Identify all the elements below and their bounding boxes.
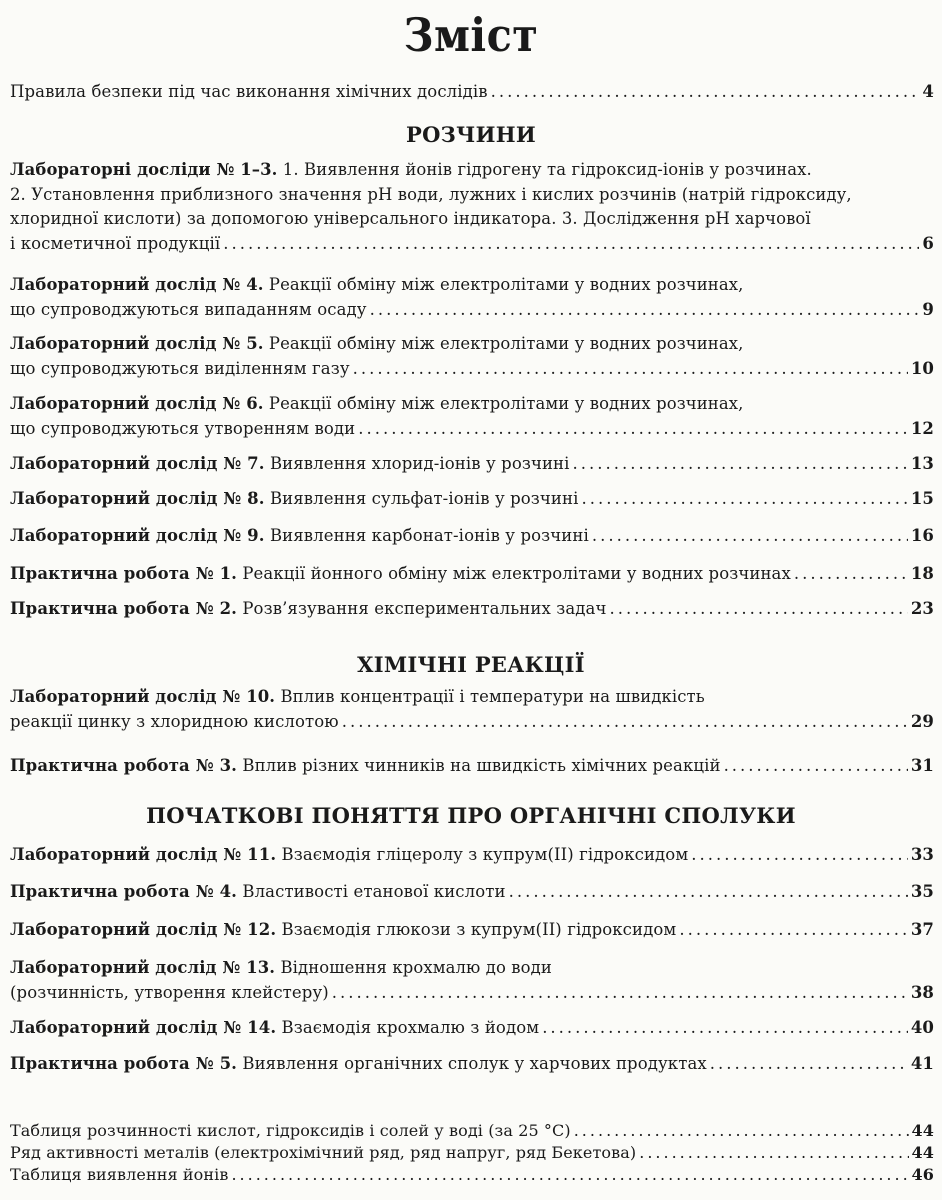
toc-entry-line: [10, 357, 934, 382]
dot-leader: [353, 357, 908, 382]
toc-entry-line-text: Лабораторний дослід № 10. Вплив концентрації і температури на швидкість: [10, 687, 705, 706]
toc-page-number: 12: [910, 418, 934, 438]
toc-entry-text: [10, 685, 934, 734]
toc-entry-line-text: Практична робота № 2. Розв’язування експериментальних задач: [10, 599, 607, 618]
dot-leader: [592, 524, 908, 549]
toc-page-number: 6: [922, 233, 934, 253]
dot-leader: [639, 1142, 908, 1163]
toc-entry[interactable]: [10, 1016, 934, 1041]
toc-entry-label: Практична робота № 2.: [10, 599, 237, 618]
toc-entry-safety[interactable]: [10, 80, 934, 105]
toc-entry[interactable]: [10, 524, 934, 549]
appendix-entry[interactable]: [10, 1164, 934, 1185]
toc-entry-line-text: і косметичної продукції: [10, 233, 221, 253]
toc-entry-line: [10, 392, 930, 417]
toc-entry-label: Практична робота № 4.: [10, 882, 237, 901]
appendix-entry[interactable]: [10, 1142, 934, 1163]
toc-page-number: 4: [922, 82, 934, 101]
toc-entry[interactable]: [10, 956, 934, 1005]
toc-entry-text: [10, 918, 934, 943]
toc-entry-line: [10, 1164, 934, 1185]
toc-entry-line-text: Лабораторний дослід № 14. Взаємодія крохмалю з йодом: [10, 1018, 540, 1037]
toc-entry-text: [10, 843, 934, 868]
toc-entry-line: [10, 562, 934, 587]
dot-leader: [609, 597, 907, 622]
toc-entry-line: [10, 298, 934, 323]
toc-entry-line-text: 2. Установлення приблизного значення pH води, лужних і кислих розчинів (натрій гідроксиду,: [10, 184, 852, 204]
toc-entry-line-text: що супроводжуються випаданням осаду: [10, 299, 367, 319]
toc-entry-line: [10, 207, 930, 232]
toc-page-number: 31: [910, 756, 934, 775]
toc-entry-line-text: Практична робота № 5. Виявлення органічних сполук у харчових продуктах: [10, 1054, 707, 1073]
toc-entry-line: [10, 956, 930, 981]
toc-entry-line-text: хлоридної кислоти) за допомогою універсального індикатора. 3. Дослідження pH харчової: [10, 209, 811, 228]
toc-entry-line: [10, 417, 934, 442]
dot-leader: [231, 1164, 908, 1185]
toc-entry-line: [10, 80, 934, 105]
toc-entry-label: Лабораторний дослід № 7.: [10, 454, 265, 473]
toc-entry[interactable]: [10, 918, 934, 943]
toc-entry-label: Лабораторний дослід № 11.: [10, 845, 277, 864]
section-heading: РОЗЧИНИ: [405, 122, 537, 147]
toc-page-number: 9: [922, 299, 934, 319]
dot-leader: [724, 754, 908, 779]
toc-entry-label: Практична робота № 1.: [10, 564, 237, 583]
toc-page-number: 15: [910, 489, 934, 508]
toc-entry-label: Лабораторний дослід № 4.: [10, 275, 264, 294]
toc-entry-line: [10, 918, 934, 943]
toc-entry-line: [10, 452, 934, 477]
toc-entry-line-text: Лабораторний дослід № 4. Реакції обміну між електролітами у водних розчинах,: [10, 275, 744, 294]
dot-leader: [358, 417, 908, 442]
toc-entry-text: [10, 80, 934, 105]
toc-entry-label: Лабораторний дослід № 6.: [10, 394, 264, 413]
toc-page-number: 38: [910, 982, 934, 1002]
toc-page-number: 13: [910, 454, 934, 473]
toc-entry-label: Лабораторний дослід № 13.: [10, 958, 276, 977]
toc-entry-label: Лабораторний дослід № 9.: [10, 526, 265, 545]
toc-entry-line: [10, 232, 934, 257]
dot-leader: [710, 1052, 908, 1077]
toc-entry[interactable]: [10, 597, 934, 622]
toc-entry-label: Лабораторний дослід № 5.: [10, 334, 264, 353]
toc-entry[interactable]: [10, 880, 934, 905]
toc-entry-line-text: Лабораторний дослід № 5. Реакції обміну між електролітами у водних розчинах,: [10, 334, 744, 353]
toc-entry-line: [10, 880, 934, 905]
toc-entry-text: [10, 452, 934, 477]
dot-leader: [332, 981, 908, 1006]
toc-page-number: 35: [910, 882, 934, 901]
dot-leader: [573, 452, 908, 477]
toc-entry-label: Лабораторні досліди № 1–3.: [10, 160, 278, 179]
toc-entry-line-text: Таблиця виявлення йонів: [10, 1165, 229, 1184]
toc-entry-line-text: Практична робота № 4. Властивості етанової кислоти: [10, 882, 506, 901]
toc-page-number: 44: [911, 1143, 934, 1162]
dot-leader: [223, 232, 919, 257]
toc-page-number: 33: [910, 845, 934, 864]
toc-entry-text: [10, 524, 934, 549]
toc-page-number: 37: [910, 920, 934, 939]
toc-entry-text: [10, 956, 934, 1005]
toc-page-number: 41: [910, 1054, 934, 1073]
toc-entry-line-text: Лабораторний дослід № 7. Виявлення хлорид-іонів у розчині: [10, 454, 570, 473]
toc-page-number: 23: [910, 599, 934, 618]
appendix-entry[interactable]: [10, 1120, 934, 1141]
toc-entry-text: [10, 1052, 934, 1077]
toc-entry-line: [10, 981, 934, 1006]
toc-page-number: 16: [910, 526, 934, 545]
toc-entry[interactable]: [10, 487, 934, 512]
toc-entry-text: [10, 392, 934, 441]
toc-entry-text: [10, 273, 934, 322]
toc-entry-line: [10, 1142, 934, 1163]
toc-entry-line: [10, 1120, 934, 1141]
toc-entry-line: [10, 332, 930, 357]
toc-page-number: 18: [910, 564, 934, 583]
toc-entry-text: [10, 332, 934, 381]
toc-entry-line-text: Практична робота № 1. Реакції йонного обміну між електролітами у водних розчинах: [10, 564, 791, 583]
toc-entry[interactable]: [10, 754, 934, 779]
toc-entry-line-text: Правила безпеки під час виконання хімічних дослідів: [10, 82, 488, 101]
toc-entry[interactable]: [10, 452, 934, 477]
toc-entry-line-text: Лабораторний дослід № 11. Взаємодія гліцеролу з купрум(ІІ) гідроксидом: [10, 845, 689, 864]
toc-entry-label: Лабораторний дослід № 8.: [10, 489, 265, 508]
dot-leader: [691, 843, 908, 868]
toc-entry[interactable]: [10, 273, 934, 322]
toc-entry-line: [10, 843, 934, 868]
toc-entry-line-text: Лабораторні досліди № 1–3. 1. Виявлення йонів гідрогену та гідроксид-іонів у розчинах.: [10, 160, 812, 179]
toc-entry[interactable]: [10, 158, 934, 256]
dot-leader: [574, 1120, 909, 1141]
toc-entry-text: [10, 562, 934, 587]
toc-entry-line-text: Лабораторний дослід № 9. Виявлення карбонат-іонів у розчині: [10, 526, 589, 545]
toc-entry-line-text: Ряд активності металів (електрохімічний ряд, ряд напруг, ряд Бекетова): [10, 1143, 637, 1162]
dot-leader: [542, 1016, 908, 1041]
toc-entry-line-text: що супроводжуються утворенням води: [10, 418, 356, 438]
toc-entry-line: [10, 183, 930, 208]
toc-entry-line: [10, 487, 934, 512]
toc-entry-text: [10, 754, 934, 779]
dot-leader: [509, 880, 908, 905]
toc-entry-text: [10, 1016, 934, 1041]
toc-entry-line: [10, 710, 934, 735]
toc-entry-text: [10, 487, 934, 512]
toc-entry[interactable]: [10, 843, 934, 868]
toc-entry[interactable]: [10, 332, 934, 381]
toc-entry-line: [10, 273, 930, 298]
toc-entry-line-text: Лабораторний дослід № 8. Виявлення сульфат-іонів у розчині: [10, 489, 579, 508]
dot-leader: [794, 562, 908, 587]
toc-entry-line-text: реакції цинку з хлоридною кислотою: [10, 711, 339, 731]
toc-entry-label: Лабораторний дослід № 14.: [10, 1018, 277, 1037]
toc-entry-line-text: Лабораторний дослід № 6. Реакції обміну між електролітами у водних розчинах,: [10, 394, 744, 413]
dot-leader: [679, 918, 907, 943]
toc-entry-line-text: Таблиця розчинності кислот, гідроксидів і солей у воді (за 25 °С): [10, 1121, 571, 1140]
toc-entry-line: [10, 1016, 934, 1041]
toc-entry-line: [10, 685, 930, 710]
toc-entry[interactable]: [10, 562, 934, 587]
dot-leader: [491, 80, 920, 105]
dot-leader: [342, 710, 908, 735]
toc-entry-line-text: (розчинність, утворення клейстеру): [10, 982, 329, 1002]
toc-page-number: 44: [911, 1121, 934, 1140]
toc-entry[interactable]: [10, 1052, 934, 1077]
toc-entry-line: [10, 754, 934, 779]
toc-entry-line: [10, 1052, 934, 1077]
page-title: Зміст: [403, 8, 539, 62]
toc-entry-label: Лабораторний дослід № 10.: [10, 687, 276, 706]
toc-entry-line: [10, 158, 930, 183]
section-heading: ПОЧАТКОВІ ПОНЯТТЯ ПРО ОРГАНІЧНІ СПОЛУКИ: [146, 803, 796, 828]
toc-entry-line: [10, 597, 934, 622]
section-heading: ХІМІЧНІ РЕАКЦІЇ: [357, 652, 585, 677]
toc-page-number: 40: [910, 1018, 934, 1037]
toc-entry-line-text: Практична робота № 3. Вплив різних чинників на швидкість хімічних реакцій: [10, 756, 721, 775]
toc-entry[interactable]: [10, 392, 934, 441]
toc-entry-line: [10, 524, 934, 549]
dot-leader: [582, 487, 908, 512]
toc-entry-line-text: Лабораторний дослід № 12. Взаємодія глюкози з купрум(ІІ) гідроксидом: [10, 920, 677, 939]
toc-entry-text: [10, 880, 934, 905]
toc-entry-label: Лабораторний дослід № 12.: [10, 920, 277, 939]
toc-entry-line-text: Лабораторний дослід № 13. Відношення крохмалю до води: [10, 958, 552, 977]
toc-entry-text: [10, 597, 934, 622]
toc-entry-label: Практична робота № 5.: [10, 1054, 237, 1073]
toc-page-number: 46: [911, 1165, 934, 1184]
toc-page-number: 29: [910, 711, 934, 731]
toc-entry[interactable]: [10, 685, 934, 734]
toc-entry-line-text: що супроводжуються виділенням газу: [10, 358, 350, 378]
toc-entry-label: Практична робота № 3.: [10, 756, 237, 775]
toc-entry-text: [10, 158, 934, 256]
dot-leader: [370, 298, 920, 323]
toc-page-number: 10: [910, 358, 934, 378]
